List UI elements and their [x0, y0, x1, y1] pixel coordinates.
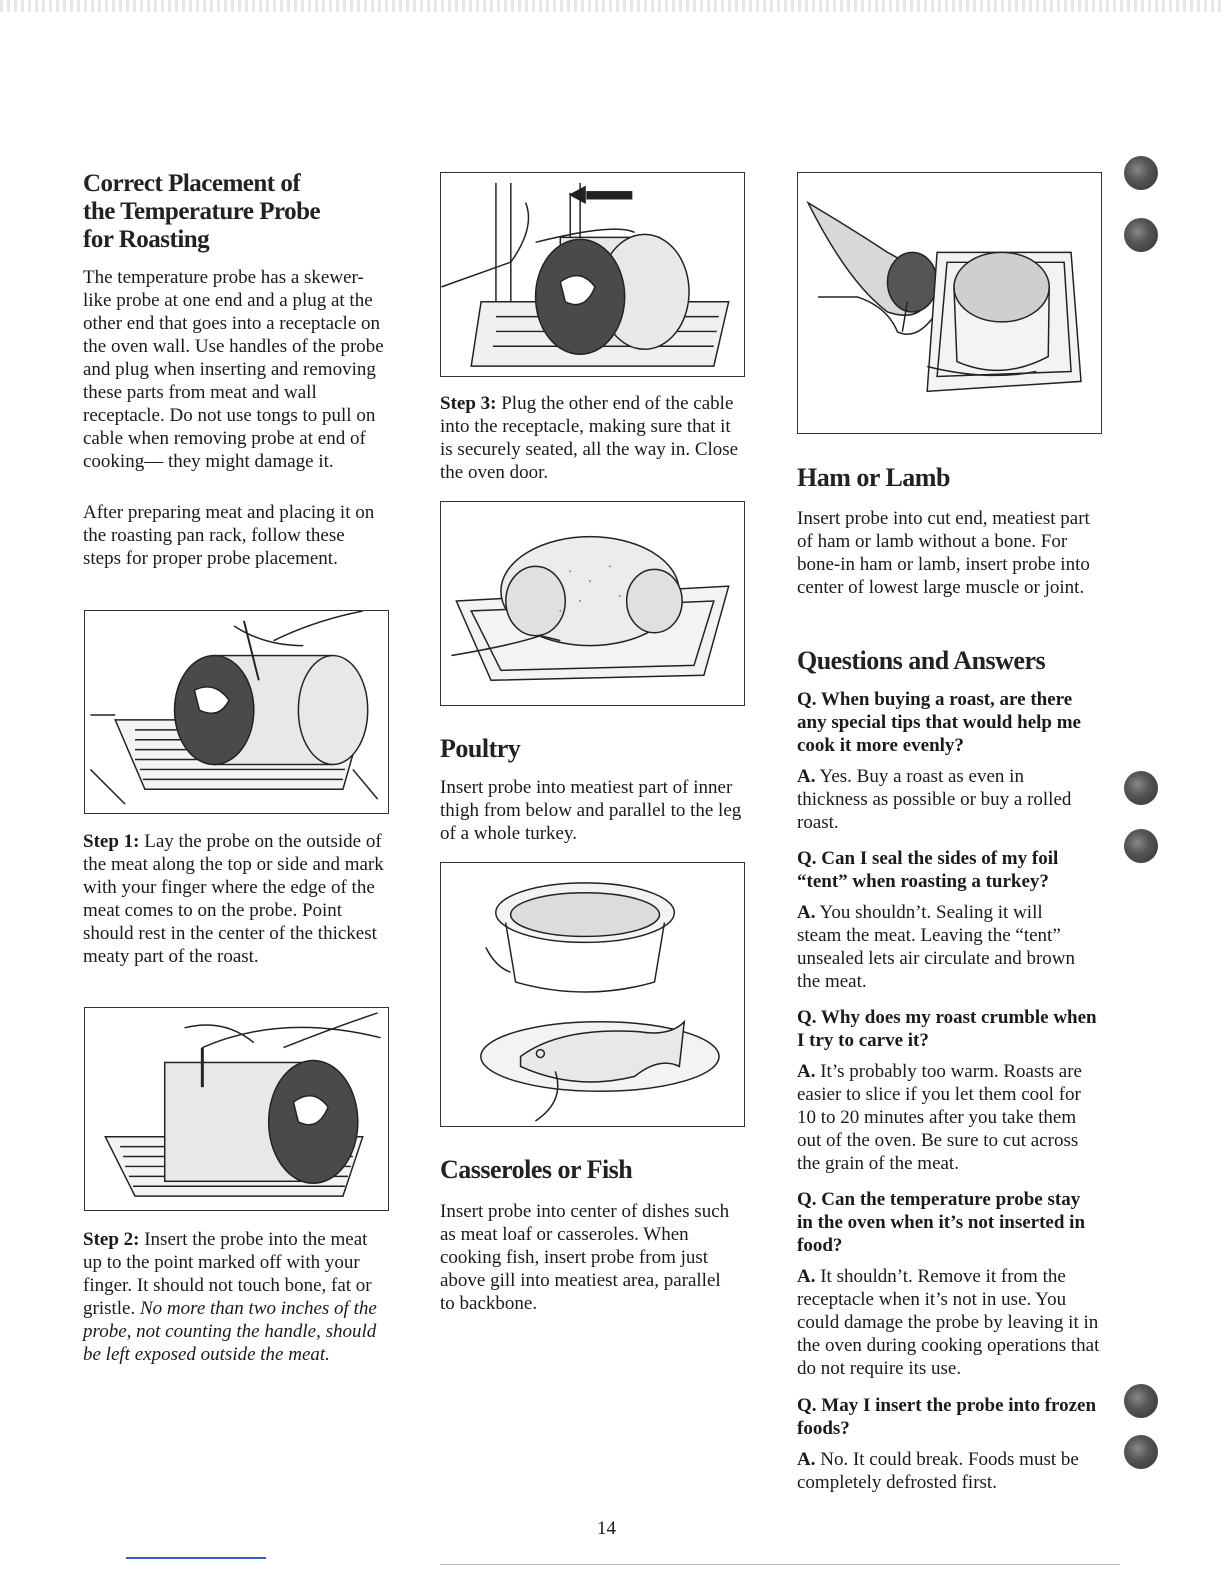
answer-4-label: A. [797, 1266, 816, 1287]
answer-3 [797, 1060, 1097, 1175]
step1-illustration [84, 610, 389, 814]
poultry-paragraph: Insert probe into meatiest part of inner thigh from below and parallel to the leg of a whole turkey. [440, 777, 742, 844]
casseroles-heading: Casseroles or Fish [440, 1155, 633, 1184]
step3-paragraph [440, 392, 740, 484]
intro-paragraph-1: The temperature probe has a skewer-like probe at one end and a plug at the other end that goes into a receptacle on the oven wall. Use handles of the probe and plug when inserting and removing these parts from meat and wall receptacle. Do not use tongs to pull on cable when removing probe at end of cooking— they might damage it. [83, 267, 384, 472]
question-5: Q. May I insert the probe into frozen foods? [797, 1395, 1097, 1439]
step2-italic-note: No more than two inches of the probe, not counting the handle, should be left exposed outside the meat. [83, 1298, 377, 1365]
answer-1 [797, 765, 1087, 834]
step2-text: Insert the probe into the meat up to the point marked off with your finger. It should not touch bone, fat or gristle. [83, 1229, 372, 1319]
page-number: 14 [597, 1518, 616, 1539]
step3-illustration [440, 172, 745, 377]
casserole-fish-illustration [440, 862, 745, 1127]
ham-and-lamb-image [798, 173, 1101, 433]
question-4: Q. Can the temperature probe stay in the oven when it’s not inserted in food? [797, 1189, 1086, 1256]
step1-label: Step 1: [83, 831, 140, 852]
ham-heading: Ham or Lamb [797, 463, 950, 492]
answer-4-text: It shouldn’t. Remove it from the receptacle when it’s not in use. You could damage the probe by leaving it in the oven during cooking operations that do not require its use. [797, 1266, 1100, 1379]
roast-on-rack-image [85, 611, 388, 813]
step1-text: Lay the probe on the outside of the meat along the top or side and mark with your finger where the edge of the meat comes to on the probe. Point should rest in the center of the thickest meaty part of the roast. [83, 831, 384, 967]
step2-paragraph [83, 1228, 388, 1366]
answer-5-label: A. [797, 1449, 816, 1470]
step1-paragraph [83, 830, 388, 968]
binder-hole-2 [1124, 218, 1158, 252]
poultry-illustration [440, 501, 745, 706]
step2-illustration [84, 1007, 389, 1211]
binder-hole-4 [1124, 829, 1158, 863]
footer-rule [440, 1564, 1120, 1565]
binder-hole-3 [1124, 771, 1158, 805]
binder-hole-6 [1124, 1435, 1158, 1469]
ham-paragraph: Insert probe into cut end, meatiest part of ham or lamb without a bone. For bone-in ham or lamb, insert probe into center of lowest large muscle or joint. [797, 508, 1090, 598]
binder-hole-5 [1124, 1384, 1158, 1418]
step2-label: Step 2: [83, 1229, 140, 1250]
question-1: Q. When buying a roast, are there any special tips that would help me cook it more evenly? [797, 689, 1081, 756]
answer-2-label: A. [797, 902, 816, 923]
footer-blue-rule [126, 1557, 266, 1559]
section-heading-line2: the Temperature Probe [83, 198, 321, 225]
ham-illustration [797, 172, 1102, 434]
question-3: Q. Why does my roast crumble when I try to carve it? [797, 1007, 1097, 1051]
answer-3-label: A. [797, 1061, 816, 1082]
section-heading-line3: for Roasting [83, 226, 210, 253]
turkey-in-pan-image [441, 502, 744, 705]
intro-paragraph-2: After preparing meat and placing it on the roasting pan rack, follow these steps for proper probe placement. [83, 502, 375, 569]
question-2: Q. Can I seal the sides of my foil “tent” when roasting a turkey? [797, 848, 1059, 892]
answer-4 [797, 1265, 1102, 1380]
answer-5 [797, 1448, 1097, 1494]
answer-2-text: You shouldn’t. Sealing it will steam the meat. Leaving the “tent” unsealed lets air circulate and brown the meat. [797, 902, 1076, 992]
answer-1-label: A. [797, 766, 816, 787]
answer-2 [797, 901, 1087, 993]
poultry-heading: Poultry [440, 734, 521, 763]
binder-hole-1 [1124, 156, 1158, 190]
probe-insertion-image [85, 1008, 388, 1210]
answer-3-text: It’s probably too warm. Roasts are easier to slice if you let them cool for 10 to 20 minutes after you take them out of the oven. Be sure to cut across the grain of the meat. [797, 1061, 1082, 1174]
section-heading-line1: Correct Placement of [83, 170, 301, 197]
step3-text: Plug the other end of the cable into the receptacle, making sure that it is securely seated, all the way in. Close the oven door. [440, 393, 739, 483]
answer-5-text: No. It could break. Foods must be completely defrosted first. [797, 1449, 1079, 1493]
qa-heading: Questions and Answers [797, 646, 1046, 675]
casserole-and-fish-image [441, 863, 744, 1126]
step3-label: Step 3: [440, 393, 497, 414]
casseroles-paragraph: Insert probe into center of dishes such as meat loaf or casseroles. When cooking fish, insert probe from just above gill into meatiest area, parallel to backbone. [440, 1201, 730, 1314]
answer-1-text: Yes. Buy a roast as even in thickness as possible or buy a rolled roast. [797, 766, 1072, 833]
scan-top-edge [0, 0, 1224, 12]
plug-receptacle-image [441, 173, 744, 376]
